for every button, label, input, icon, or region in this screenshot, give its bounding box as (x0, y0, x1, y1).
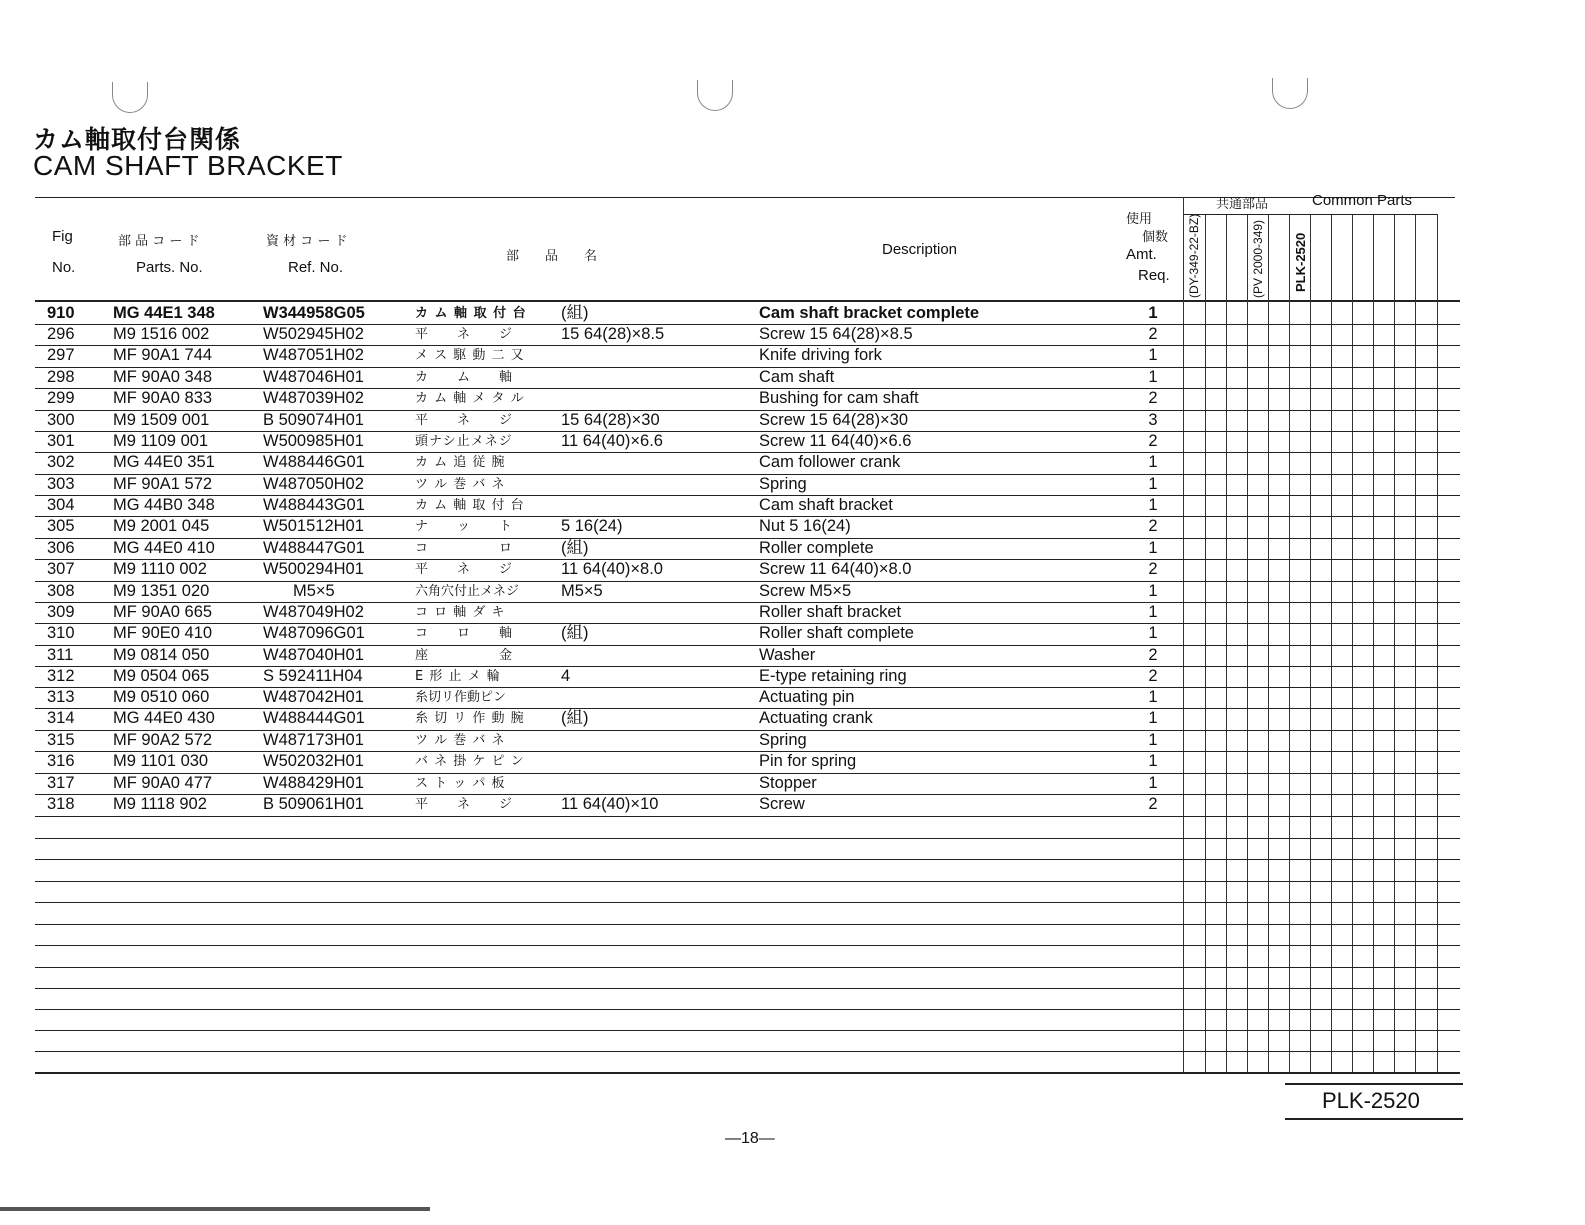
part-name-jp: 平 ネ ジ (415, 413, 514, 428)
header-amt-jp2: 個数 (1142, 230, 1169, 245)
parts-no: MF 90E0 410 (113, 624, 213, 642)
parts-no: M9 0510 060 (113, 688, 210, 706)
amount: 3 (1148, 411, 1158, 429)
table-row (35, 431, 1460, 452)
description: Roller shaft complete (759, 624, 914, 642)
page-number: —18— (725, 1130, 775, 1147)
parts-no: MF 90A0 833 (113, 389, 213, 407)
parts-no: M9 1109 001 (113, 432, 209, 450)
header-amt-jp1: 使用 (1126, 212, 1153, 227)
fig-no: 311 (47, 646, 74, 664)
amount: 2 (1148, 795, 1158, 813)
part-name-jp: E 形 止 メ 輪 (415, 669, 501, 684)
fig-no: 310 (47, 624, 75, 642)
model-col-pv2000: (PV 2000-349) (1251, 219, 1265, 298)
header-name-jp: 部 品 名 (506, 249, 598, 264)
parts-no: MF 90A0 477 (113, 774, 213, 792)
table-row (35, 708, 1460, 729)
part-name-jp: コ ロ 軸 (415, 626, 514, 641)
ref-no: S 592411H04 (263, 667, 363, 685)
spec: 5 16(24) (561, 517, 623, 535)
parts-no: M9 0504 065 (113, 667, 210, 685)
fig-no: 317 (47, 774, 75, 792)
table-row (35, 666, 1460, 687)
model-bottom-rule (1285, 1118, 1463, 1120)
description: Stopper (759, 774, 817, 792)
header-common-parts: Common Parts (1312, 192, 1413, 209)
amount: 1 (1148, 752, 1158, 770)
header-req: Req. (1138, 267, 1170, 284)
table-row (35, 623, 1460, 644)
parts-no: MF 90A1 744 (113, 346, 213, 364)
header-parts-jp: 部 品 コ ー ド (118, 234, 200, 249)
table-row (35, 367, 1460, 388)
description: Screw 11 64(40)×6.6 (759, 432, 912, 450)
header-common-jp: 共通部品 (1216, 197, 1269, 212)
fig-no: 306 (47, 539, 75, 557)
table-row (35, 410, 1460, 431)
header-description: Description (882, 241, 958, 258)
ref-no: M5×5 (293, 582, 335, 600)
punch-hole-center (697, 80, 733, 111)
spec: 4 (561, 667, 571, 685)
amount: 2 (1148, 517, 1158, 535)
amount: 2 (1148, 325, 1158, 343)
spec: (組) (561, 709, 589, 727)
table-row (35, 773, 1460, 794)
ref-no: W487039H02 (263, 389, 364, 407)
header-fig: Fig (52, 228, 73, 245)
fig-no: 315 (47, 731, 75, 749)
part-name-jp: 平 ネ ジ (415, 562, 514, 577)
parts-no: MF 90A0 665 (113, 603, 213, 621)
amount: 1 (1148, 475, 1158, 493)
fig-no: 296 (47, 325, 75, 343)
spec: 11 64(40)×6.6 (561, 432, 663, 450)
scan-edge-rule (0, 1207, 430, 1211)
ref-no: W488447G01 (263, 539, 365, 557)
amount: 2 (1148, 667, 1158, 685)
fig-no: 910 (47, 304, 75, 322)
model-col-plk2520: PLK-2520 (1293, 232, 1308, 292)
parts-no: M9 1101 030 (113, 752, 209, 770)
ref-no: W488446G01 (263, 453, 365, 471)
fig-no: 298 (47, 368, 75, 386)
fig-no: 301 (47, 432, 75, 450)
parts-no: M9 0814 050 (113, 646, 210, 664)
part-name-jp: ツ ル 巻 バ ネ (415, 477, 506, 492)
table-row (35, 516, 1460, 537)
description: Screw 11 64(40)×8.0 (759, 560, 912, 578)
fig-no: 309 (47, 603, 75, 621)
part-name-jp: コ ロ (415, 541, 514, 556)
table-row (35, 474, 1460, 495)
description: E-type retaining ring (759, 667, 907, 685)
part-name-jp: メ ス 駆 動 二 又 (415, 348, 525, 363)
spec: (組) (561, 624, 589, 642)
table-row (35, 345, 1460, 366)
ref-no: W487046H01 (263, 368, 364, 386)
fig-no: 304 (47, 496, 75, 514)
fig-no: 302 (47, 453, 75, 471)
part-name-jp: 平 ネ ジ (415, 797, 514, 812)
description: Actuating pin (759, 688, 855, 706)
page-title: CAM SHAFT BRACKET (33, 150, 343, 181)
amount: 2 (1148, 560, 1158, 578)
description: Actuating crank (759, 709, 873, 727)
description: Washer (759, 646, 816, 664)
amount: 1 (1148, 453, 1158, 471)
parts-no: MF 90A1 572 (113, 475, 213, 493)
amount: 1 (1148, 496, 1158, 514)
description: Cam follower crank (759, 453, 901, 471)
amount: 2 (1148, 389, 1158, 407)
parts-no: MG 44E0 430 (113, 709, 215, 727)
fig-no: 299 (47, 389, 75, 407)
spec: 15 64(28)×30 (561, 411, 660, 429)
ref-no: W500985H01 (263, 432, 364, 450)
part-name-jp: カ ム 追 従 腕 (415, 455, 506, 470)
parts-no: M9 2001 045 (113, 517, 210, 535)
header-amt: Amt. (1126, 246, 1157, 263)
part-name-jp: 頭ナシ止メネジ (415, 434, 513, 449)
spec: M5×5 (561, 582, 603, 600)
description: Roller complete (759, 539, 874, 557)
header-fig-no: No. (52, 259, 76, 276)
table-row (35, 581, 1460, 602)
spec: 15 64(28)×8.5 (561, 325, 665, 343)
part-name-jp: ツ ル 巻 バ ネ (415, 733, 506, 748)
amount: 1 (1148, 368, 1158, 386)
parts-no: MF 90A0 348 (113, 368, 213, 386)
amount: 1 (1148, 774, 1158, 792)
description: Screw 15 64(28)×30 (759, 411, 909, 429)
part-name-jp: 糸切リ作動ピン (415, 690, 507, 705)
ref-no: W500294H01 (263, 560, 364, 578)
ref-no: B 509061H01 (263, 795, 364, 813)
amount: 1 (1148, 624, 1158, 642)
ref-no: W487040H01 (263, 646, 364, 664)
ref-no: W344958G05 (263, 304, 365, 322)
header-parts: Parts. No. (136, 259, 203, 276)
part-name-jp: ス ト ッ パ 板 (415, 776, 506, 791)
description: Roller shaft bracket (759, 603, 902, 621)
spec: (組) (561, 304, 589, 322)
table-row (35, 602, 1460, 623)
table-row (35, 452, 1460, 473)
fig-no: 300 (47, 411, 75, 429)
ref-no: W501512H01 (263, 517, 364, 535)
spec: 11 64(40)×8.0 (561, 560, 663, 578)
amount: 1 (1148, 346, 1158, 364)
description: Knife driving fork (759, 346, 882, 364)
parts-no: MF 90A2 572 (113, 731, 213, 749)
fig-no: 305 (47, 517, 75, 535)
description: Screw 15 64(28)×8.5 (759, 325, 913, 343)
table-bottom-rule (35, 1072, 1460, 1074)
ref-no: W487051H02 (263, 346, 364, 364)
ref-no: W488444G01 (263, 709, 365, 727)
table-row (35, 751, 1460, 772)
parts-no: M9 1110 002 (113, 560, 207, 578)
parts-no: MG 44E1 348 (113, 304, 215, 322)
part-name-jp: 平 ネ ジ (415, 327, 514, 342)
part-name-jp: カ ム 軸 取 付 台 (415, 498, 525, 513)
ref-no: W502945H02 (263, 325, 364, 343)
ref-no: W487050H02 (263, 475, 364, 493)
table-row (35, 495, 1460, 516)
part-name-jp: 六角穴付止メネジ (415, 584, 520, 599)
ref-no: W487049H02 (263, 603, 364, 621)
description: Bushing for cam shaft (759, 389, 919, 407)
parts-no: M9 1509 001 (113, 411, 210, 429)
model-number: PLK-2520 (1322, 1088, 1420, 1113)
part-name-jp: カ ム 軸 (415, 370, 514, 385)
description: Cam shaft bracket complete (759, 304, 980, 322)
parts-no: M9 1516 002 (113, 325, 210, 343)
part-name-jp: カ ム 軸 メ タ ル (415, 391, 525, 406)
description: Screw (759, 795, 805, 813)
fig-no: 297 (47, 346, 75, 364)
description: Cam shaft (759, 368, 835, 386)
model-col-dy349: (DY-349-22-BZ) (1187, 213, 1201, 298)
description: Nut 5 16(24) (759, 517, 851, 535)
amount: 1 (1148, 539, 1158, 557)
description: Spring (759, 731, 807, 749)
description: Pin for spring (759, 752, 857, 770)
part-name-jp: カ ム 軸 取 付 台 (415, 306, 527, 321)
amount: 1 (1148, 709, 1158, 727)
table-row (35, 645, 1460, 666)
fig-no: 313 (47, 688, 75, 706)
spec: (組) (561, 539, 589, 557)
part-name-jp: ナ ッ ト (415, 519, 514, 534)
fig-no: 307 (47, 560, 75, 578)
amount: 1 (1148, 731, 1158, 749)
parts-no: MG 44E0 351 (113, 453, 215, 471)
part-name-jp: 糸 切 リ 作 動 腕 (415, 711, 525, 726)
table-row (35, 324, 1460, 345)
ref-no: B 509074H01 (263, 411, 364, 429)
fig-no: 312 (47, 667, 75, 685)
amount: 1 (1148, 688, 1158, 706)
amount: 1 (1148, 304, 1158, 322)
parts-no: MG 44E0 410 (113, 539, 215, 557)
ref-no: W487096G01 (263, 624, 365, 642)
amount: 2 (1148, 432, 1158, 450)
fig-no: 314 (47, 709, 75, 727)
spec: 11 64(40)×10 (561, 795, 659, 813)
ref-no: W502032H01 (263, 752, 364, 770)
part-name-jp: バ ネ 掛 ケ ピ ン (415, 754, 525, 769)
punch-hole-left (112, 82, 148, 113)
header-ref-jp: 資 材 コ ー ド (266, 234, 348, 249)
fig-no: 318 (47, 795, 75, 813)
description: Spring (759, 475, 807, 493)
table-row (35, 559, 1460, 580)
amount: 1 (1148, 582, 1158, 600)
ref-no: W488443G01 (263, 496, 365, 514)
header-ref: Ref. No. (288, 259, 344, 276)
parts-no: MG 44B0 348 (113, 496, 215, 514)
amount: 1 (1148, 603, 1158, 621)
model-top-rule (1285, 1083, 1463, 1085)
parts-no: M9 1118 902 (113, 795, 207, 813)
ref-no: W487042H01 (263, 688, 364, 706)
part-name-jp: コ ロ 軸 ダ キ (415, 605, 506, 620)
fig-no: 308 (47, 582, 75, 600)
table-row (35, 730, 1460, 751)
page-title-jp: カム軸取付台関係 (33, 125, 242, 154)
ref-no: W487173H01 (263, 731, 364, 749)
description: Screw M5×5 (759, 582, 852, 600)
part-name-jp: 座 金 (415, 648, 514, 663)
description: Cam shaft bracket (759, 496, 893, 514)
ref-no: W488429H01 (263, 774, 364, 792)
fig-no: 316 (47, 752, 75, 770)
table-row (35, 303, 1460, 324)
table-row (35, 388, 1460, 409)
fig-no: 303 (47, 475, 75, 493)
parts-no: M9 1351 020 (113, 582, 210, 600)
table-row (35, 794, 1460, 815)
table-row (35, 538, 1460, 559)
punch-hole-right (1272, 78, 1308, 109)
amount: 2 (1148, 646, 1158, 664)
table-row (35, 687, 1460, 708)
